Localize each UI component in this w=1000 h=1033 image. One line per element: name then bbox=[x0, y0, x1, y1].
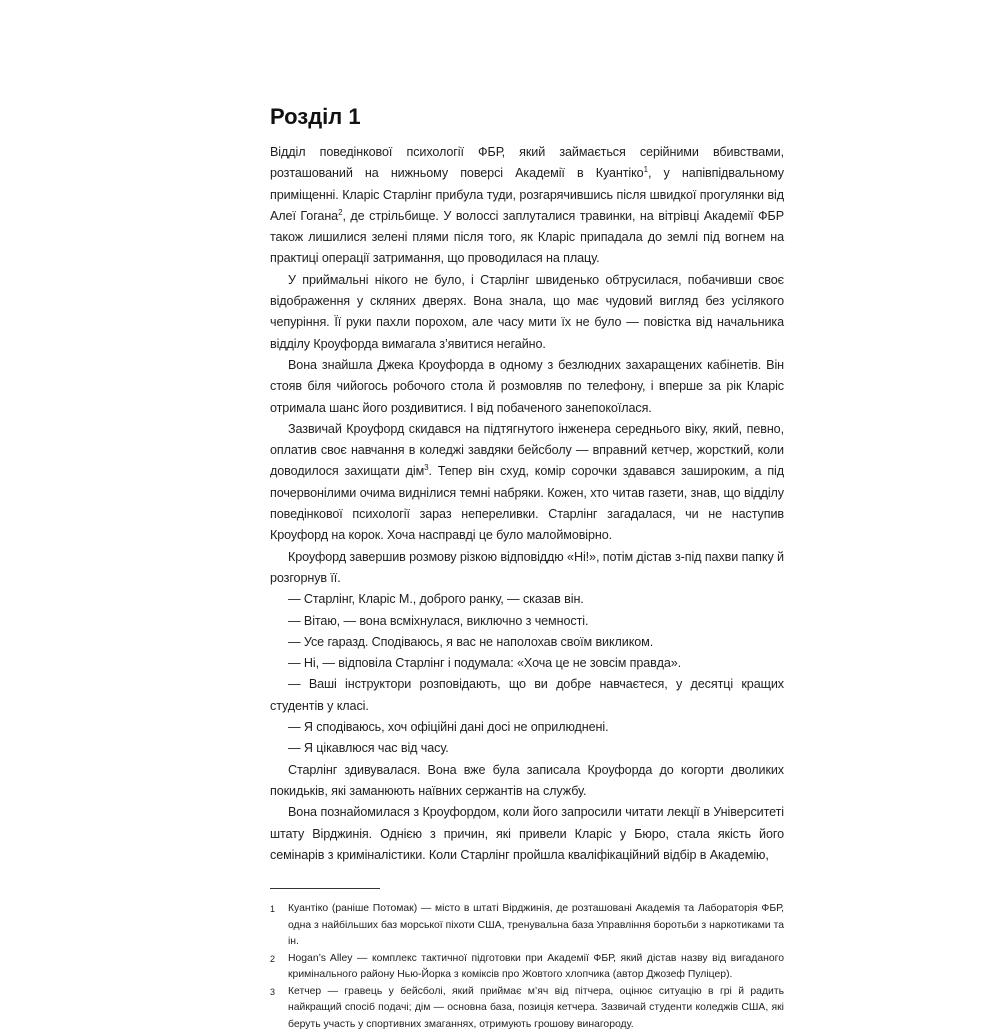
footnote-number: 2 bbox=[270, 953, 276, 964]
paragraph bbox=[270, 738, 784, 759]
footnote bbox=[270, 901, 784, 951]
paragraph bbox=[270, 142, 784, 270]
paragraph bbox=[270, 270, 784, 355]
footnote-text: Куантіко (раніше Потомак) — місто в штаті Вірджинія, де розташовані Академія та Лабораторія ФБР, одна з найбільших баз морської піхоти США, тренувальна база Управління боротьби з наркотиками та ін. bbox=[288, 903, 784, 948]
chapter-body bbox=[270, 142, 784, 866]
paragraph-text: . Тепер він схуд, комір сорочки здавався зашироким, а під почервонілими очима виднілися темні набряки. Кожен, хто читав газети, знав, що відділу поведінкової психології зараз непереливки. Старлінг загадалася, чи не наступив Кроуфорд на корок. Хоча насправді це було малоймовірно. bbox=[270, 464, 784, 543]
footnote bbox=[270, 984, 784, 1033]
paragraph bbox=[270, 632, 784, 653]
paragraph-text: У приймальні нікого не було, і Старлінг швиденько обтрусилася, побачивши своє відображення у скляних дверях. Вона знала, що має чудовий вигляд без усілякого чепуріння. Її руки пахли порохом, але часу мити їх не було — повістка від начальника відділу Кроуфорда вимагала з’явитися негайно. bbox=[270, 272, 784, 351]
chapter-title: Розділ 1 bbox=[270, 104, 361, 129]
footnote-number: 3 bbox=[270, 986, 276, 997]
footnote-ref: 1 bbox=[643, 165, 648, 175]
paragraph-text: — Старлінг, Кларіс М., доброго ранку, — сказав він. bbox=[288, 592, 584, 607]
paragraph bbox=[270, 674, 784, 717]
paragraph-text: Вона знайшла Джека Кроуфорда в одному з безлюдних захаращених кабінетів. Він стояв біля чийогось робочого стола й розмовляв по телефону, і вперше за рік Кларіс отримала шанс його роздивитися. І від побаченого занепокоїлася. bbox=[270, 357, 784, 415]
footnote-text: Hogan’s Alley — комплекс тактичної підготовки при Академії ФБР, який дістав назву від вигаданого кримінального району Нью-Йорка з коміксів про Жовтого хлопчика (автор Джозеф Пуліцер). bbox=[288, 952, 784, 981]
paragraph-text: Вона познайомилася з Кроуфордом, коли його запросили читати лекції в Університеті штату Вірджинія. Однією з причин, які привели Кларіс у Бюро, стала якість його семінарів з криміналістики. Коли Старлінг пройшла кваліфікаційний відбір в Академію, bbox=[270, 805, 784, 862]
paragraph-text: Кроуфорд завершив розмову різкою відповіддю «Ні!», потім дістав з-під пахви папку й розгорнув її. bbox=[270, 549, 784, 585]
paragraph-text: Відділ поведінкової психології ФБР, який займається серійними вбивствами, розташований на нижньому поверсі Академії в Куантіко bbox=[270, 145, 784, 181]
paragraph bbox=[270, 419, 784, 547]
paragraph-text: , у напівпідвальному приміщенні. Кларіс Старлінг прибула туди, розгарячившись після швидкої прогулянки від Алеї Гогана bbox=[270, 166, 785, 223]
footnote-number: 1 bbox=[270, 904, 276, 915]
paragraph-text: — Ваші інструктори розповідають, що ви добре навчаєтеся, у десятці кращих студентів у класі. bbox=[270, 677, 784, 713]
paragraph bbox=[270, 717, 784, 738]
paragraph bbox=[270, 802, 784, 866]
paragraph-text: — Усе гаразд. Сподіваюсь, я вас не наполохав своїм викликом. bbox=[288, 634, 654, 649]
paragraph bbox=[270, 653, 784, 674]
footnote-text: Кетчер — гравець у бейсболі, який приймає м’яч від пітчера, оцінює ситуацію в грі й радить найкращий спосіб подачі; дім — основна база, позиція кетчера. Зазвичай студенти коледжів США, які беруть участь у спортивних змаганнях, отримують грошову винагороду. bbox=[288, 985, 784, 1030]
book-page bbox=[270, 100, 784, 1033]
paragraph bbox=[270, 611, 784, 632]
footnotes bbox=[270, 901, 784, 1033]
paragraph-text: — Я цікавлюся час від часу. bbox=[288, 741, 449, 756]
footnote-ref: 2 bbox=[338, 207, 343, 217]
footnote-divider bbox=[270, 888, 380, 889]
paragraph-text: Старлінг здивувалася. Вона вже була записала Кроуфорда до когорти дволиких покидьків, які заманюють наївних сержантів на службу. bbox=[270, 762, 784, 798]
paragraph bbox=[270, 589, 784, 610]
footnote-ref: 3 bbox=[424, 463, 429, 473]
paragraph bbox=[270, 355, 784, 419]
paragraph-text: Зазвичай Кроуфорд скидався на підтягнутого інженера середнього віку, який, певно, оплатив своє навчання в коледжі завдяки бейсболу — вправний кетчер, жорсткий, коли доводилося захищати дім bbox=[270, 421, 784, 479]
paragraph bbox=[270, 547, 784, 590]
paragraph-text: — Я сподіваюсь, хоч офіційні дані досі не оприлюднені. bbox=[288, 720, 609, 735]
paragraph-text: — Вітаю, — вона всміхнулася, виключно з чемності. bbox=[288, 613, 589, 628]
footnote bbox=[270, 951, 784, 984]
paragraph bbox=[270, 760, 784, 803]
paragraph-text: — Ні, — відповіла Старлінг і подумала: «Хоча це не зовсім правда». bbox=[288, 656, 682, 671]
paragraph-text: , де стрільбище. У волоссі заплуталися травинки, на вітрівці Академії ФБР також лишилися зелені плями після того, як Кларіс припадала до землі під вогнем на практиці операції затримання, що проводилася на плацу. bbox=[270, 208, 784, 266]
